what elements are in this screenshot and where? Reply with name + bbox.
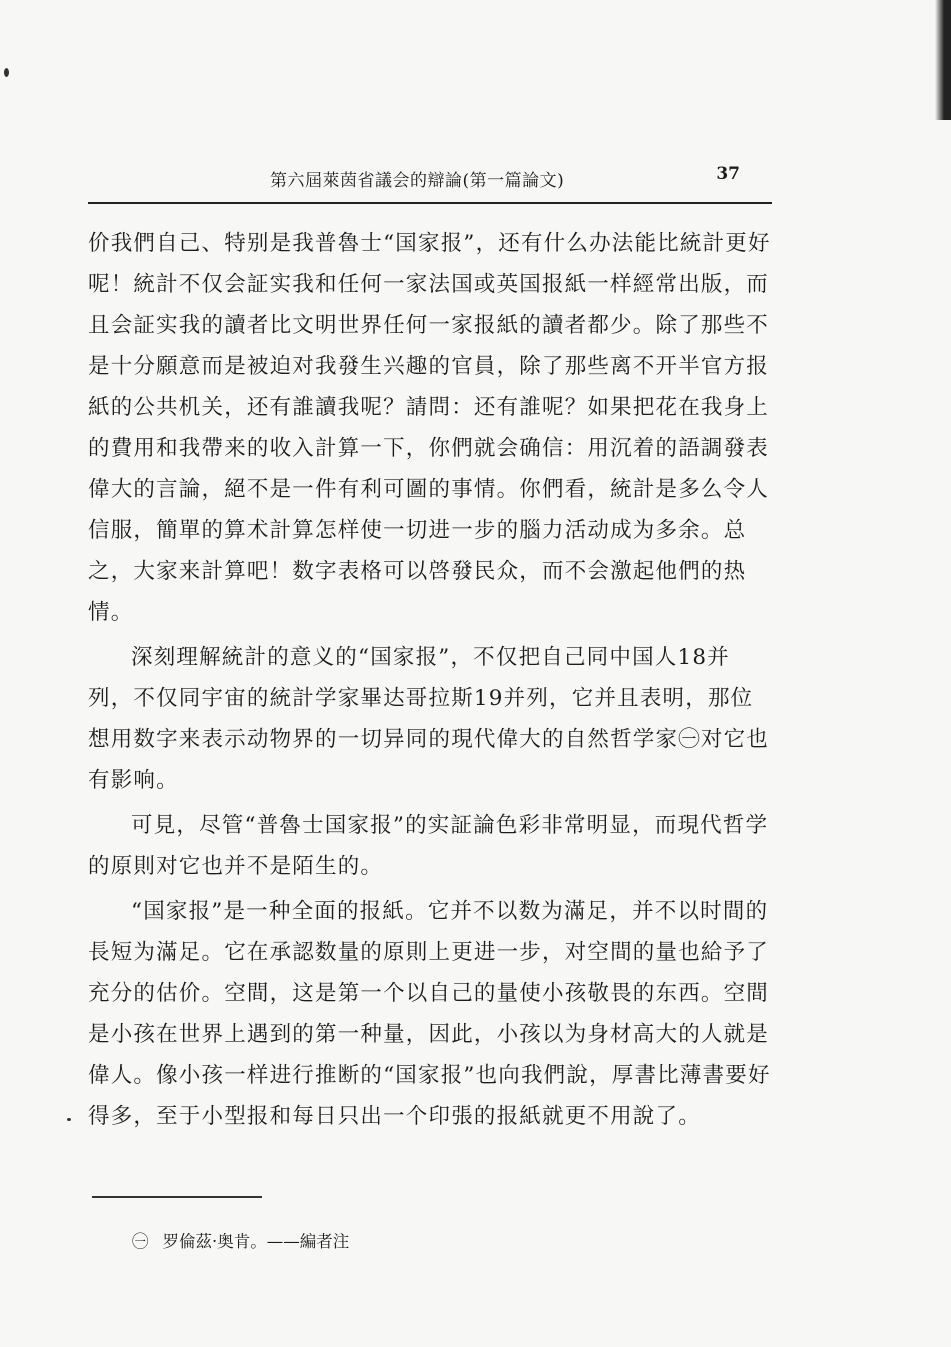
body-text [88, 223, 772, 1137]
header-title: 第六屆萊茵省議会的辯論(第一篇論文) [270, 171, 565, 191]
header-rule [88, 202, 772, 204]
footnote-text: 罗倫茲·奥肯。——編者注 [162, 1232, 350, 1251]
scan-speck [67, 1118, 71, 1121]
running-header [88, 162, 748, 192]
page-number: 37 [716, 164, 740, 184]
paragraph-2: 深刻理解統計的意义的“国家报”，不仅把自己同中国人18并列，不仅同宇宙的統計学家畢达哥拉斯19并列，它并且表明，那位想用数字来表示动物界的一切异同的現代偉大的自然哲学家㊀对它也有影响。 [88, 645, 770, 793]
scan-edge-shadow [935, 0, 951, 120]
paragraph-4: “国家报”是一种全面的报紙。它并不以数为滿足，并不以时間的長短为滿足。它在承認数量的原則上更进一步，对空間的量也給予了充分的估价。空間，这是第一个以自己的量使小孩敬畏的东西。空間是小孩在世界上遇到的第一种量，因此，小孩以为身材高大的人就是偉人。像小孩一样进行推断的“国家报”也向我們說，厚書比薄書要好得多，至于小型报和每日只出一个印張的报紙就更不用說了。 [88, 899, 771, 1129]
footnote [132, 1228, 349, 1252]
scan-speck [4, 68, 9, 77]
paragraph-1: 价我們自己、特别是我普魯士“国家报”，还有什么办法能比統計更好呢！統計不仅会証实我和任何一家法国或英国报紙一样經常出版，而且会証实我的讀者比文明世界任何一家报紙的讀者都少。除了那些不是十分願意而是被迫对我發生兴趣的官員，除了那些离不开半官方报紙的公共机关，还有誰讀我呢？請問：还有誰呢？如果把花在我身上的費用和我帶来的收入計算一下，你們就会确信：用沉着的語調發表偉大的言論，絕不是一件有利可圖的事情。你們看，統計是多么令人信服，簡單的算术計算怎样使一切进一步的腦力活动成为多余。总之，大家来計算吧！数字表格可以啓發民众，而不会激起他們的热情。 [88, 231, 771, 625]
paragraph-3: 可見，尽管“普魯士国家报”的实証論色彩非常明显，而現代哲学的原則对它也并不是陌生的。 [88, 813, 769, 879]
footnote-rule [92, 1196, 262, 1198]
footnote-marker: ㊀ [132, 1232, 149, 1251]
